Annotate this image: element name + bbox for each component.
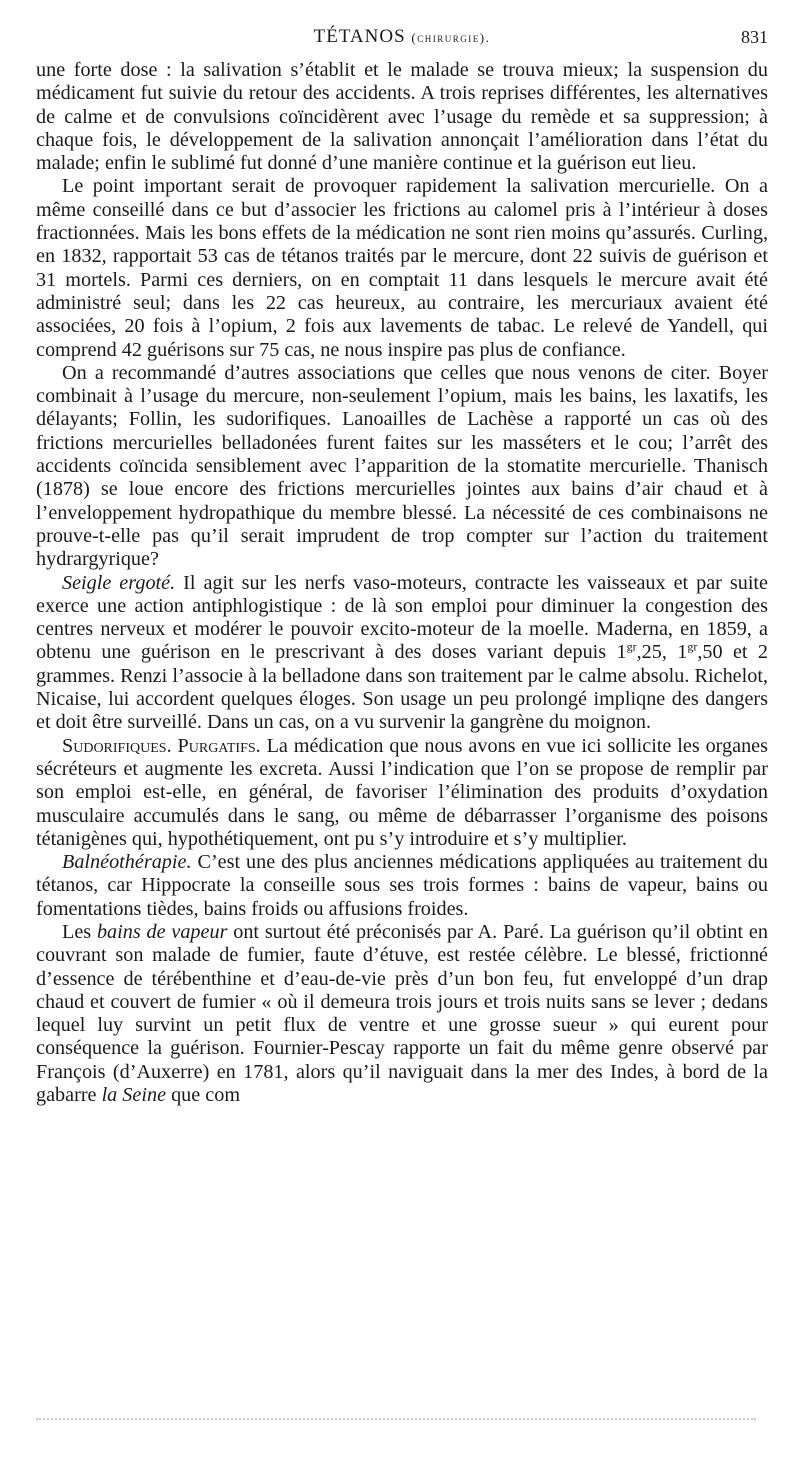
paragraph: [36, 735, 768, 851]
italic-run: bains de vapeur: [96, 920, 228, 943]
text-run: une forte dose : la salivation s’établit et le malade se trouva mieux; la suspension du médicament fut suivie du retour des accidents. A trois reprises différentes, les alternatives de calme et de convulsions coïncidèrent avec l’usage du remède et sa suppression; à chaque fois, le développement de la salivation annonçait l’amélioration dans l’état du malade; enfin le sublimé fut donné d’une manière continue et la guérison eut lieu.: [36, 59, 768, 175]
text-run: Il agit sur les nerfs vaso-moteurs, contracte les vaisseaux et par suite exerce une action antiphlogistique : de là son emploi pour diminuer la congestion des centres nerveux et modérer le pouvoir excito-moteur de la moelle. Maderna, en 1859, a obtenu une guérison en le prescrivant à des doses variant depuis 1: [36, 571, 768, 664]
text-run: ,50 et 2 grammes. Renzi l’associe à la belladone dans son traitement par le calme absolu. Richelot, Nicaise, lui accordent quelques éloges. Son usage un peu prolongé impliqne des dangers et doit être surveillé. Dans un cas, on a vu survenir la gangrène du moignon.: [36, 641, 769, 734]
text-run: On a recommandé d’autres associations que celles que nous venons de citer. Boyer combinait à l’usage du mercure, non-seulement l’opium, mais les bains, les laxatifs, les délayants; Follin, les sudorifiques. Lanoailles de Lachèse a rapporté un cas où des frictions mercurielles belladonées furent faites sur les masséters et le cou; l’arrêt des accidents coïncida sensiblement avec l’apparition de la stomatite mercurielle. Thanisch (1878) se loue encore des frictions mercurielles jointes aux bains d’air chaud et à l’enveloppement hydropathique du membre blessé. La nécessité de ces combinaisons ne prouve-t-elle pas qu’il serait imprudent de trop compter sur l’action du traitement hydrargyrique?: [36, 361, 768, 571]
superscript-run: gr: [687, 639, 698, 654]
small-caps-run: Purgatifs.: [177, 734, 261, 757]
paragraph: [36, 59, 768, 175]
text-run: ont surtout été préconisés par A. Paré. La guérison qu’il obtint en couvrant son malade de fumier, faute d’étuve, est restée célèbre. Le blessé, frictionné d’essence de térébenthine et d’eau-de-vie près d’un bon feu, fut enveloppé d’un drap chaud et couvert de fumier « où il demeura trois jours et trois nuits sans se lever ; dedans lequel luy survint un petit flux de ventre et une grosse sueur » qui eurent pour conséquence la guérison. Fournier-Pescay rapporte un fait du même genre observé par François (d’Auxerre) en 1781, alors qu’il naviguait dans la mer des Indes, à bord de la gabarre: [36, 920, 768, 1107]
running-title-main: TÉTANOS: [313, 26, 406, 47]
bottom-rule: [36, 1418, 756, 1420]
page-number: 831: [741, 27, 768, 47]
text-run: Les: [62, 920, 97, 943]
paragraph: [36, 175, 768, 361]
text-run: C’est une des plus anciennes médications appliquées au traitement du tétanos, car Hippocrate la conseille sous ses trois formes : bains de vapeur, bains ou fomentations tièdes, bains froids ou affusions froides.: [36, 851, 768, 920]
small-caps-run: Sudorifiques.: [62, 734, 172, 757]
text-run: Le point important serait de provoquer rapidement la salivation mercurielle. On a même conseillé dans ce but d’associer les frictions au calomel pris à l’intérieur à doses fractionnées. Mais les bons effets de la médication ne sont rien moins qu’assurés. Curling, en 1832, rapportait 53 cas de tétanos traités par le mercure, dont 22 suivis de guérison et 31 mortels. Parmi ces derniers, on en comptait 11 dans lesquels le mercure avait été administré seul; dans les 22 cas heureux, au contraire, les mercuriaux avaient été associées, 20 fois à l’opium, 2 fois aux lavements de tabac. Le relevé de Yandell, qui comprend 42 guérisons sur 75 cas, ne nous inspire pas plus de confiance.: [36, 175, 768, 361]
paragraph: [36, 921, 768, 1107]
running-title-section: (chirurgie).: [411, 30, 491, 45]
running-title: [36, 26, 768, 48]
text-run: La médication que nous avons en vue ici sollicite les organes sécréteurs et augmente les excreta. Aussi l’indication que l’on se propose de remplir par son emploi est-elle, en général, de favoriser l’élimination des produits d’oxydation musculaire accumulés dans le sang, ou même de débarrasser l’organisme des poisons tétanigènes qui, hypothétiquement, ont pu s’y introduire et s’y multiplier.: [36, 734, 768, 850]
superscript-run: gr: [626, 639, 637, 654]
paragraph: [36, 362, 768, 572]
text-run: que com: [166, 1084, 241, 1107]
body-text: [36, 59, 768, 1107]
italic-run: la Seine: [101, 1084, 167, 1107]
book-page: [36, 0, 768, 1460]
running-head: [36, 0, 768, 50]
paragraph: [36, 851, 768, 921]
italic-run: Balnéothérapie.: [62, 851, 192, 874]
italic-run: Seigle ergoté.: [62, 571, 176, 594]
text-run: ,25, 1: [636, 641, 688, 664]
paragraph: [36, 572, 768, 735]
